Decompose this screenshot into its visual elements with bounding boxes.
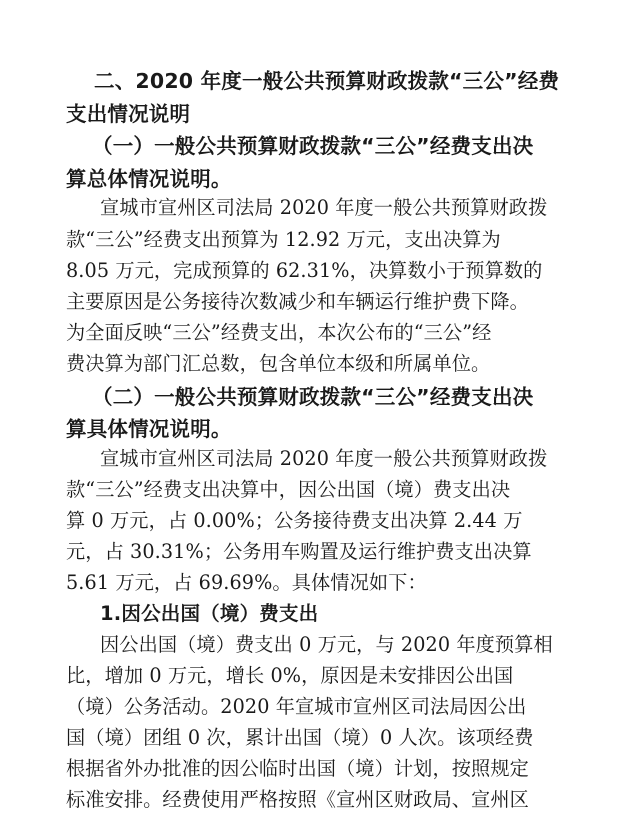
section-1-paragraph-line-5: 为全面反映“三公”经费支出，本次公布的“三公”经 (66, 321, 492, 344)
subsection-1-paragraph-line-6: 标准安排。经费使用严格按照《宣州区财政局、宣州区 (66, 788, 529, 811)
section-2-paragraph-line-3: 算 0 万元，占 0.00%；公务接待费支出决算 2.44 万 (66, 509, 523, 532)
section-1-paragraph-line-4: 主要原因是公务接待次数减少和车辆运行维护费下降。 (66, 290, 529, 313)
section-1-paragraph-line-1: 宣城市宣州区司法局 2020 年度一般公共预算财政拨 (100, 196, 548, 219)
main-heading-line-2: 支出情况说明 (66, 102, 191, 126)
main-heading-line-1: 二、2020 年度一般公共预算财政拨款“三公”经费 (94, 69, 560, 93)
subsection-1-paragraph-line-2: 比，增加 0 万元，增长 0%，原因是未安排因公出国 (66, 664, 514, 687)
section-1-paragraph-line-6: 费决算为部门汇总数，包含单位本级和所属单位。 (66, 352, 491, 375)
section-1-paragraph-line-2: 款“三公”经费支出预算为 12.92 万元，支出决算为 (66, 228, 501, 251)
section-2-paragraph-line-2: 款“三公”经费支出决算中，因公出国（境）费支出决 (66, 478, 511, 501)
subsection-1-paragraph-line-1: 因公出国（境）费支出 0 万元，与 2020 年度预算相 (100, 633, 553, 656)
section-2-heading-line-1: （二）一般公共预算财政拨款“三公”经费支出决 (92, 385, 534, 409)
subsection-1-paragraph-line-4: 国（境）团组 0 次，累计出国（境）0 人次。该项经费 (66, 726, 534, 749)
section-1-heading-line-2: 算总体情况说明。 (66, 167, 232, 191)
section-2-paragraph-line-1: 宣城市宣州区司法局 2020 年度一般公共预算财政拨 (100, 447, 548, 470)
section-1-paragraph-line-3: 8.05 万元，完成预算的 62.31%，决算数小于预算数的 (66, 259, 543, 282)
subsection-1-paragraph-line-3: （境）公务活动。2020 年宣城市宣州区司法局因公出 (66, 695, 527, 718)
section-2-paragraph-line-5: 5.61 万元，占 69.69%。具体情况如下： (66, 571, 427, 594)
section-2-heading-line-2: 算具体情况说明。 (66, 417, 232, 441)
subsection-1-paragraph-line-5: 根据省外办批准的因公临时出国（境）计划，按照规定 (66, 757, 529, 780)
section-2-paragraph-line-4: 元，占 30.31%；公务用车购置及运行维护费支出决算 (66, 540, 532, 563)
section-1-heading-line-1: （一）一般公共预算财政拨款“三公”经费支出决 (92, 134, 534, 158)
subsection-1-heading-text: 1.因公出国（境）费支出 (100, 602, 319, 625)
